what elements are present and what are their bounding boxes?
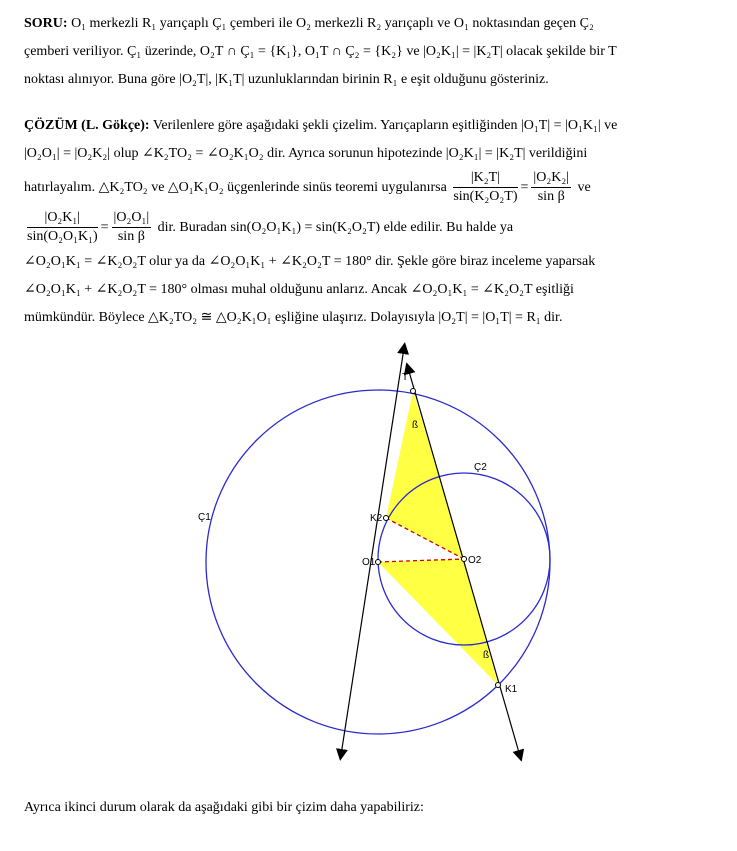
solution-line-5: ∠O₂O₁K₁ = ∠K₂O₂T olur ya da ∠O₂O₁K₁ + ∠K₂O₂T = 180° dir. Şekle göre biraz inceleme yaparsak	[24, 254, 596, 269]
fraction-o2k1-den: sin(O₂O₁K₁)	[27, 229, 98, 245]
label-c1: Ç1	[198, 512, 211, 523]
problem-label: SORU:	[24, 16, 68, 31]
label-c2: Ç2	[474, 462, 487, 473]
triangle-o1-o2-k1	[378, 559, 498, 685]
line-t-o1	[341, 348, 404, 755]
point-k1	[496, 683, 501, 688]
solution-line-3a: hatırlayalım. △K₂TO₂ ve △O₁K₁O₂ üçgenlerinde sinüs teoremi uygulanırsa	[24, 180, 447, 195]
fraction-o2k2	[531, 169, 571, 206]
solution: ÇÖZÜM (L. Gökçe): Verilenlere göre aşağıdaki şekli çizelim. Yarıçapların eşitliğinden |O₁T| = |O₁K₁| ve |O₂O₁| = |O₂K₂| olup ∠K₂TO₂ = ∠O₂K₁O₂ dir. Ayrıca sorunun hipotezinde |O₂K₁| = |K₂T| verildiğini hatırlayalım. △K₂TO₂ ve △O₁K₁O₂ üçgenlerinde sinüs teoremi uygulanırsa $\frac{\text{|K₂T|}}{\text{sin(K₂O₂T)}}$ = $\frac{\text{|O₂K₂|}}{\text{sin β}}$ ve $\frac{\text{|O₂K₁|}}{\text{sin(O₂O₁K₁)}}$ = $\frac{\text{|O₂O₁|}}{\text{sin β}}$ dir. Buradan sin(O₂O₁K₁) = sin(K₂O₂T) elde edilir. Bu halde ya ∠O₂O₁K₁ = ∠K₂O₂T olur ya da ∠O₂O₁K₁ + ∠K₂O₂T = 180° dir. Şekle göre biraz inceleme yaparsak ∠O₂O₁K₁ + ∠K₂O₂T = 180° olması muhal olduğunu anlarız. Ancak ∠O₂O₁K₁ = ∠K₂O₂T eşitliği mümkündür. Böylece △K₂TO₂ ≅ △O₂K₁O₁ eşliğine ulaşırız. Dolayısıyla |O₂T| = |O₁T| = R₁ dir.	[24, 112, 714, 332]
label-o1: O1	[362, 557, 376, 568]
solution-line-2: |O₂O₁| = |O₂K₂| olup ∠K₂TO₂ = ∠O₂K₁O₂ dir. Ayrıca sorunun hipotezinde |O₂K₁| = |K₂T| verildiğini	[24, 146, 588, 161]
triangle-k2-t-o2	[386, 391, 464, 559]
problem-statement	[24, 10, 714, 94]
solution-line-4b: dir. Buradan sin(O₂O₁K₁) = sin(K₂O₂T) elde edilir. Bu halde ya	[157, 220, 514, 235]
geometry-figure	[0, 340, 737, 780]
label-o2: O2	[468, 555, 482, 566]
fraction-o2o1-den: sin β	[117, 229, 145, 245]
footer-text: Ayrıca ikinci durum olarak da aşağıdaki gibi bir çizim daha yapabiliriz:	[24, 800, 424, 815]
label-beta-top: ß	[412, 420, 419, 431]
label-t: T	[402, 372, 409, 383]
solution-line-6: ∠O₂O₁K₁ + ∠K₂O₂T = 180° olması muhal olduğunu anlarız. Ancak ∠O₂O₁K₁ = ∠K₂O₂T eşitliği	[24, 282, 574, 297]
solution-label: ÇÖZÜM (L. Gökçe):	[24, 118, 150, 133]
fraction-k2t-den: sin(K₂O₂T)	[453, 189, 518, 205]
label-beta-bottom: ß	[483, 650, 490, 661]
solution-line-7: mümkündür. Böylece △K₂TO₂ ≅ △O₂K₁O₁ eşliğine ulaşırız. Dolayısıyla |O₂T| = |O₁T| = R₁ dir.	[24, 310, 563, 325]
fraction-o2k1	[27, 209, 98, 246]
solution-line-1: Verilenlere göre aşağıdaki şekli çizelim. Yarıçapların eşitliğinden |O₁T| = |O₁K₁| ve	[152, 118, 618, 133]
fraction-o2k2-den: sin β	[537, 189, 565, 205]
point-o2	[462, 557, 467, 562]
problem-text-1: O₁ merkezli R₁ yarıçaplı Ç₁ çemberi ile O₂ merkezli R₂ yarıçaplı ve O₁ noktasından geçen Ç₂	[71, 16, 594, 31]
point-o1	[376, 560, 381, 565]
point-k2	[384, 516, 389, 521]
fraction-k2t	[453, 169, 517, 206]
point-t	[411, 389, 416, 394]
fraction-o2o1	[112, 209, 152, 246]
fraction-k2t-num: |K₂T|	[453, 169, 517, 188]
problem-text-2: çemberi veriliyor. Ç₁ üzerinde, O₂T ∩ Ç₁ = {K₁}, O₁T ∩ Ç₂ = {K₂} ve |O₂K₁| = |K₂T| olacak şekilde bir T	[24, 44, 617, 59]
fraction-o2k2-num: |O₂K₂|	[531, 169, 571, 188]
fraction-o2o1-num: |O₂O₁|	[112, 209, 152, 228]
label-k2: K2	[370, 513, 383, 524]
fraction-o2k1-num: |O₂K₁|	[27, 209, 98, 228]
solution-line-3b: ve	[577, 180, 591, 195]
label-k1: K1	[505, 684, 518, 695]
problem-text-3: noktası alınıyor. Buna göre |O₂T|, |K₁T| uzunluklarından birinin R₁ e eşit olduğunu gösteriniz.	[24, 72, 549, 87]
